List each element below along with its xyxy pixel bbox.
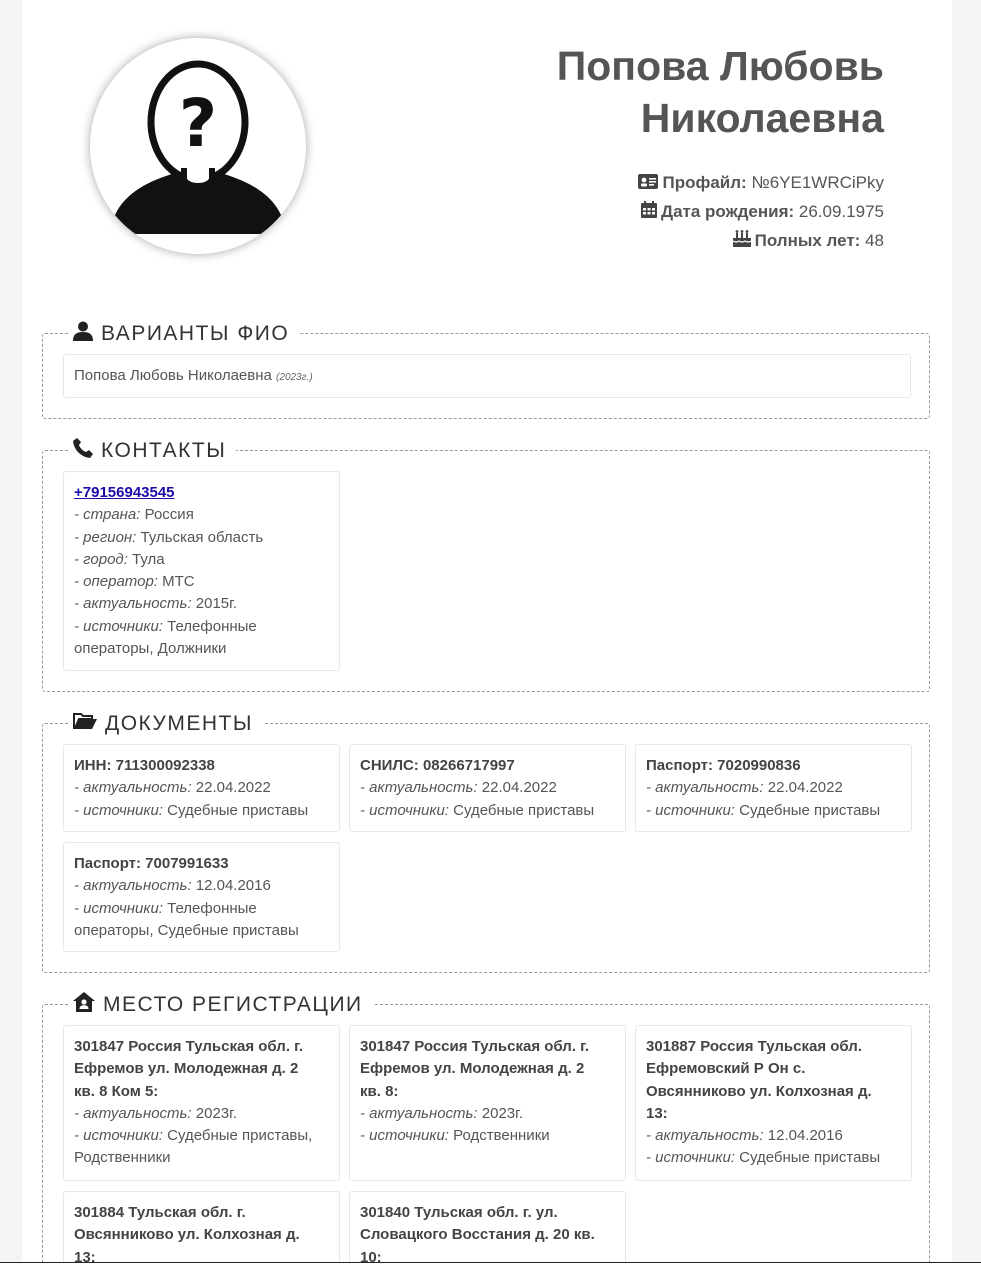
person-name <box>364 40 884 144</box>
phone-icon <box>73 438 93 464</box>
birth-row <box>364 197 884 226</box>
address-card: 301887 Россия Тульская обл. Ефремовский Р Он с. Овсянниково ул. Колхозная д. 13: - актуальность: 12.04.2016 - источники: Судебные приставы <box>635 1025 912 1181</box>
id-card-icon <box>638 169 658 198</box>
document-card: Паспорт: 7007991633 - актуальность: 12.04.2016 - источники: Телефонные операторы, Судебные приставы <box>63 842 340 952</box>
registration-section-title <box>69 989 373 1021</box>
fio-name: Попова Любовь Николаевна <box>74 367 272 384</box>
bottom-edge <box>0 1262 981 1281</box>
user-icon <box>73 321 93 347</box>
contact-line: операторы, Должники <box>74 640 227 658</box>
contacts-section-title <box>69 435 236 467</box>
birth-value: 26.09.1975 <box>798 202 884 221</box>
contact-line: - актуальность: 2015г. <box>74 595 237 613</box>
documents-section-title <box>69 708 263 740</box>
profile-label: Профайл: <box>662 173 747 192</box>
unknown-person-icon <box>90 38 306 254</box>
contact-line: - город: Тула <box>74 550 165 568</box>
birth-label: Дата рождения: <box>660 202 795 221</box>
fio-card <box>63 354 911 398</box>
age-value: 48 <box>865 231 884 250</box>
address-card: 301884 Тульская обл. г. Овсянниково ул. Колхозная д. 13: <box>63 1191 340 1262</box>
contact-line: - страна: Россия <box>74 506 194 524</box>
documents-title-text: ДОКУМЕНТЫ <box>105 712 253 735</box>
person-name-line1: Попова Любовь <box>556 43 884 89</box>
address-card: 301840 Тульская обл. г. ул. Словацкого Восстания д. 20 кв. 10: <box>349 1191 626 1262</box>
birthday-cake-icon <box>733 227 751 256</box>
profile-value: №6YE1WRCiPky <box>751 173 884 192</box>
phone-link[interactable]: +79156943545 <box>74 484 175 501</box>
contacts-title-text: КОНТАКТЫ <box>101 439 227 462</box>
document-card: ИНН: 711300092338 - актуальность: 22.04.2022 - источники: Судебные приставы <box>63 744 340 832</box>
fio-year: (2023г.) <box>276 372 313 383</box>
fio-title-text: ВАРИАНТЫ ФИО <box>101 322 290 345</box>
contact-line: - оператор: МТС <box>74 573 195 591</box>
person-meta <box>364 168 884 255</box>
age-row <box>364 226 884 255</box>
document-card: Паспорт: 7020990836 - актуальность: 22.04.2022 - источники: Судебные приставы <box>635 744 912 832</box>
fio-section <box>42 322 930 419</box>
contacts-section <box>42 439 930 692</box>
contact-line: - источники: Телефонные <box>74 617 257 635</box>
avatar <box>90 38 306 254</box>
person-name-line2: Николаевна <box>640 95 884 141</box>
documents-section <box>42 712 930 973</box>
home-user-icon <box>73 992 95 1018</box>
profile-row <box>364 168 884 197</box>
folder-open-icon <box>73 712 97 736</box>
svg-text:?: ? <box>178 85 218 162</box>
registration-section <box>42 993 930 1262</box>
address-card: 301847 Россия Тульская обл. г. Ефремов ул. Молодежная д. 2 кв. 8: - актуальность: 2023г. - источники: Родственники <box>349 1025 626 1181</box>
fio-section-title <box>69 318 299 350</box>
document-card: СНИЛС: 08266717997 - актуальность: 22.04.2022 - источники: Судебные приставы <box>349 744 626 832</box>
registration-title-text: МЕСТО РЕГИСТРАЦИИ <box>103 993 363 1016</box>
age-label: Полных лет: <box>754 231 861 250</box>
profile-page <box>22 0 952 1262</box>
contact-card <box>63 471 340 671</box>
calendar-icon <box>641 198 657 227</box>
contact-line: - регион: Тульская область <box>74 528 264 546</box>
address-card: 301847 Россия Тульская обл. г. Ефремов ул. Молодежная д. 2 кв. 8 Ком 5: - актуальность: 2023г. - источники: Судебные приставы, Родственники <box>63 1025 340 1181</box>
